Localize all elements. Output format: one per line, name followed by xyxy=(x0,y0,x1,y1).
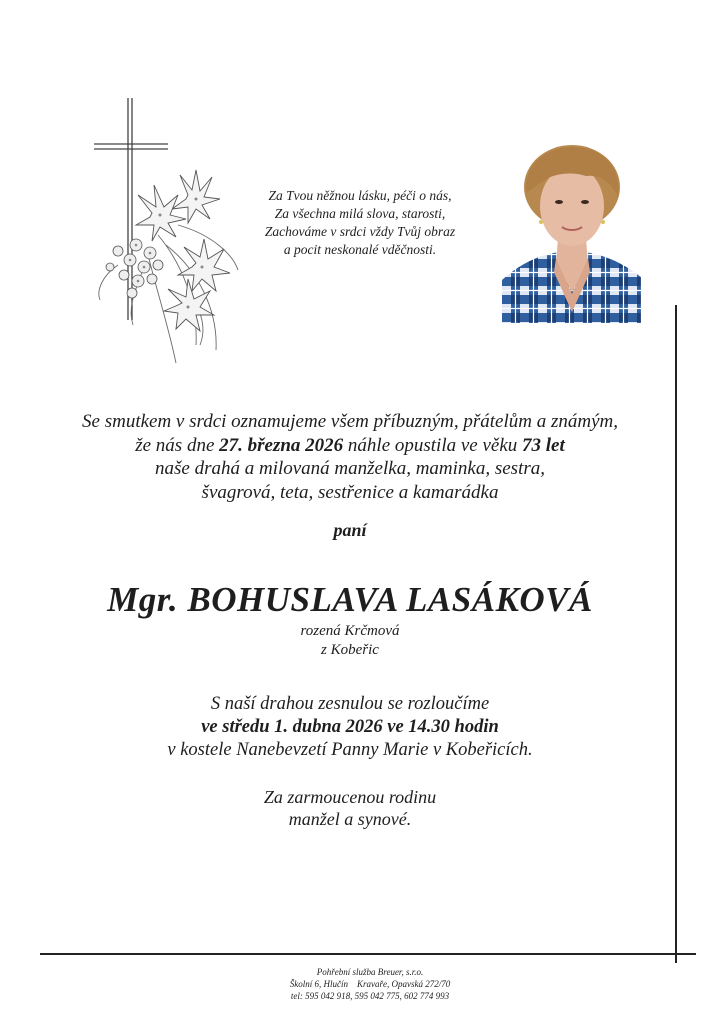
announcement-text: náhle opustila ve věku xyxy=(343,434,523,456)
poem-line: Zachováme v srdci vždy Tvůj obraz xyxy=(264,224,456,239)
announcement-line: švagrová, teta, sestřenice a kamarádka xyxy=(201,481,499,503)
footer-phones: tel: 595 042 918, 595 042 775, 602 774 993 xyxy=(290,991,450,1001)
cross-with-lilies-illustration xyxy=(88,95,248,367)
funeral-location: v kostele Nanebevzetí Panny Marie v Kobeřicích. xyxy=(167,740,533,760)
poem-line: Za všechna milá slova, starosti, xyxy=(274,206,446,221)
family-line: Za zarmoucenou rodinu xyxy=(263,787,437,807)
family-line: manžel a synové. xyxy=(288,809,412,829)
date-of-death: 27. března 2026 xyxy=(219,434,344,456)
footer-address: Školní 6, Hlučín Kravaře, Opavská 272/70 xyxy=(289,979,451,989)
deceased-portrait-photo xyxy=(502,142,642,323)
announcement-line: naše drahá a milovaná manželka, maminka, sestra, xyxy=(155,458,545,479)
announcement xyxy=(20,410,680,504)
cross-icon xyxy=(88,95,248,367)
footer xyxy=(220,966,520,1002)
family-signature xyxy=(20,786,680,830)
deceased-name: Mgr. BOHUSLAVA LASÁKOVÁ xyxy=(107,580,593,619)
announcement-text: že nás dne xyxy=(135,434,220,456)
deceased-details xyxy=(20,622,680,660)
poem-line: a pocit neskonalé vděčnosti. xyxy=(283,242,437,257)
funeral-line: S naší drahou zesnulou se rozloučíme xyxy=(210,694,490,714)
origin: z Kobeřic xyxy=(321,642,379,658)
announcement-line xyxy=(20,434,680,458)
honorific: paní xyxy=(333,520,367,540)
bottom-border-line xyxy=(40,953,696,955)
poem xyxy=(240,187,480,259)
poem-line: Za Tvou něžnou lásku, péči o nás, xyxy=(268,188,452,203)
funeral-info xyxy=(20,693,680,762)
age: 73 let xyxy=(522,434,565,456)
announcement-line: Se smutkem v srdci oznamujeme všem příbuzným, přátelům a známým, xyxy=(82,411,618,432)
maiden-name: rozená Krčmová xyxy=(300,623,400,639)
footer-company: Pohřební služba Breuer, s.r.o. xyxy=(316,967,424,977)
funeral-datetime: ve středu 1. dubna 2026 ve 14.30 hodin xyxy=(201,717,499,737)
